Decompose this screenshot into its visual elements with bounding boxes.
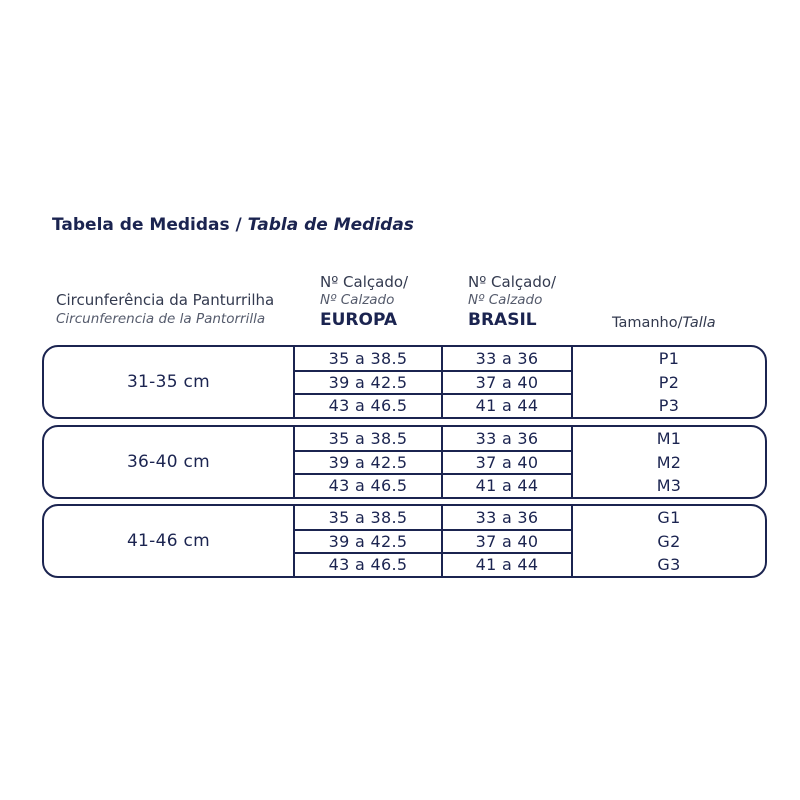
europe-size-cell: 35 a 38.5 (328, 508, 408, 527)
europe-size-cell: 35 a 38.5 (328, 349, 408, 368)
size-label-cell: P2 (658, 373, 680, 392)
page-title (52, 215, 414, 235)
size-label-cell: G1 (657, 508, 681, 527)
header-size (612, 316, 716, 331)
header-europe (320, 275, 408, 329)
brazil-size-cell: 33 a 36 (475, 508, 539, 527)
title-pt: Tabela de Medidas (52, 215, 230, 235)
size-label-cell: M2 (656, 453, 682, 472)
europe-size-cell: 35 a 38.5 (328, 429, 408, 448)
header-circumference-es: Circunferencia de la Pantorrilla (56, 311, 266, 327)
calf-range: 41-46 cm (126, 531, 211, 551)
header-size-es: Talla (682, 315, 716, 331)
europe-size-cell: 39 a 42.5 (328, 373, 408, 392)
size-label-cell: G2 (657, 532, 681, 551)
brazil-size-cell: 41 a 44 (475, 555, 539, 574)
header-brazil (468, 275, 556, 329)
header-size-pt: Tamanho/ (612, 315, 683, 331)
size-group-2 (42, 425, 767, 499)
calf-range: 31-35 cm (126, 372, 211, 392)
brazil-size-cell: 37 a 40 (475, 373, 539, 392)
header-circumference-pt: Circunferência da Panturrilha (56, 291, 275, 309)
header-circumference (56, 293, 274, 327)
brazil-size-cell: 37 a 40 (475, 532, 539, 551)
brazil-size-cell: 41 a 44 (475, 396, 539, 415)
brazil-size-cell: 33 a 36 (475, 349, 539, 368)
title-es: Tabla de Medidas (247, 215, 414, 235)
size-label-cell: G3 (657, 555, 681, 574)
brazil-size-cell: 41 a 44 (475, 476, 539, 495)
europe-size-cell: 43 a 46.5 (328, 396, 408, 415)
size-group-1 (42, 345, 767, 419)
title-separator: / (229, 215, 248, 235)
europe-size-cell: 39 a 42.5 (328, 532, 408, 551)
header-brazil-pt: Nº Calçado/ (468, 273, 557, 291)
calf-range: 36-40 cm (126, 452, 211, 472)
header-europe-pt: Nº Calçado/ (320, 273, 409, 291)
brazil-size-cell: 37 a 40 (475, 453, 539, 472)
size-group-3 (42, 504, 767, 578)
size-label-cell: P3 (658, 396, 680, 415)
header-europe-es: Nº Calzado (320, 292, 395, 308)
europe-size-cell: 43 a 46.5 (328, 476, 408, 495)
size-label-cell: P1 (658, 349, 680, 368)
europe-size-cell: 43 a 46.5 (328, 555, 408, 574)
header-europe-region: EUROPA (320, 309, 398, 330)
europe-size-cell: 39 a 42.5 (328, 453, 408, 472)
header-brazil-region: BRASIL (468, 309, 537, 330)
header-brazil-es: Nº Calzado (468, 292, 543, 308)
size-label-cell: M3 (656, 476, 682, 495)
size-label-cell: M1 (656, 429, 682, 448)
brazil-size-cell: 33 a 36 (475, 429, 539, 448)
